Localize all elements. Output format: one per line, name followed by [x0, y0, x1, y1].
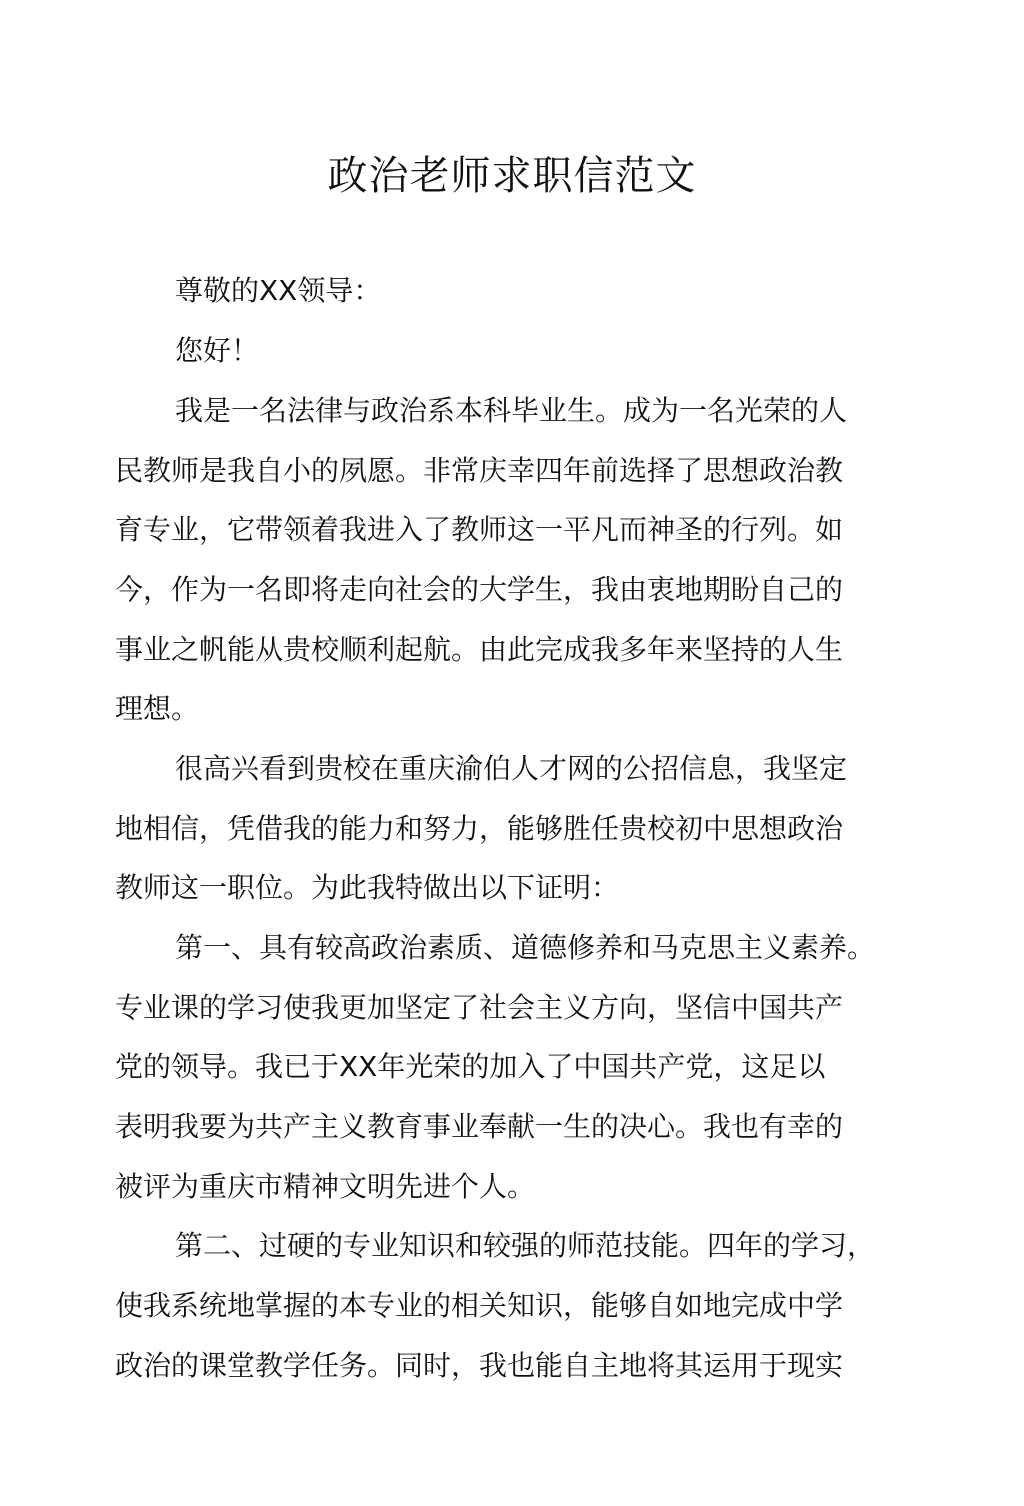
- body-line: 表明我要为共产主义教育事业奉献一生的决心。我也有幸的: [115, 1110, 844, 1143]
- body-line: 我是一名法律与政治系本科毕业生。成为一名光荣的人: [175, 394, 848, 427]
- body-line: 党的领导。我已于XX年光荣的加入了中国共产党，这足以: [115, 1050, 826, 1083]
- body-line: 今，作为一名即将走向社会的大学生，我由衷地期盼自己的: [115, 573, 844, 606]
- salutation-line: 尊敬的XX领导：: [175, 274, 382, 307]
- body-line: 理想。: [115, 692, 200, 725]
- greeting-line: 您好！: [175, 334, 260, 367]
- body-line: 教师这一职位。为此我特做出以下证明：: [115, 871, 620, 904]
- body-line: 使我系统地掌握的本专业的相关知识，能够自如地完成中学: [115, 1289, 844, 1322]
- document-title: 政治老师求职信范文: [327, 153, 697, 199]
- body-line: 很高兴看到贵校在重庆渝伯人才网的公招信息，我坚定: [175, 752, 848, 785]
- body-line: 事业之帆能从贵校顺利起航。由此完成我多年来坚持的人生: [115, 633, 844, 666]
- body-line: 第二、过硬的专业知识和较强的师范技能。四年的学习，: [175, 1229, 876, 1262]
- body-line: 育专业，它带领着我进入了教师这一平凡而神圣的行列。如: [115, 513, 844, 546]
- body-line: 地相信，凭借我的能力和努力，能够胜任贵校初中思想政治: [115, 812, 844, 845]
- body-line: 民教师是我自小的夙愿。非常庆幸四年前选择了思想政治教: [115, 454, 844, 487]
- body-line: 政治的课堂教学任务。同时，我也能自主地将其运用于现实: [115, 1349, 844, 1382]
- body-line: 第一、具有较高政治素质、道德修养和马克思主义素养。: [175, 931, 876, 964]
- body-line: 专业课的学习使我更加坚定了社会主义方向，坚信中国共产: [115, 991, 844, 1024]
- body-line: 被评为重庆市精神文明先进个人。: [115, 1170, 536, 1203]
